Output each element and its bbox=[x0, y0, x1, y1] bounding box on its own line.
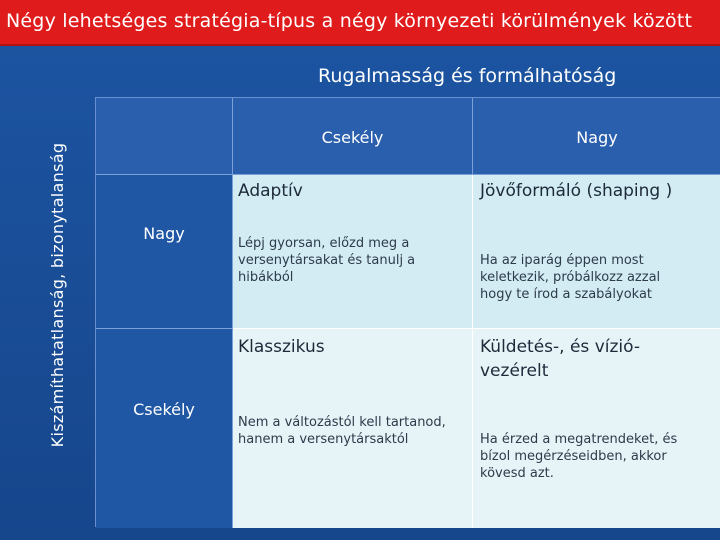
cell-shaping bbox=[473, 175, 720, 329]
title-bar bbox=[0, 0, 720, 46]
row-header-low-label: Csekély bbox=[133, 400, 195, 419]
slide-title: Négy lehetséges stratégia-típus a négy környezeti körülmények között bbox=[6, 10, 693, 32]
row-header-low bbox=[96, 329, 233, 528]
cell-classic bbox=[233, 329, 473, 528]
column-header-low bbox=[233, 98, 473, 175]
cell-classic-title: Klasszikus bbox=[238, 337, 325, 357]
cell-adaptive bbox=[233, 175, 473, 329]
cell-vision bbox=[473, 329, 720, 528]
row-header-high bbox=[96, 175, 233, 329]
strategy-matrix bbox=[95, 97, 720, 527]
cell-adaptive-text: Lépj gyorsan, előzd meg a versenytársakat és tanulj a hibákból bbox=[238, 236, 416, 285]
column-header-high-label: Nagy bbox=[576, 128, 618, 147]
cell-classic-text: Nem a változástól kell tartanod, hanem a versenytársaktól bbox=[238, 415, 446, 447]
column-header-high bbox=[473, 98, 720, 175]
cell-adaptive-title: Adaptív bbox=[238, 181, 303, 201]
cell-vision-text: Ha érzed a megatrendeket, és bízol megérzéseidben, akkor kövesd azt. bbox=[480, 432, 678, 481]
cell-shaping-title: Jövőformáló (shaping ) bbox=[480, 181, 673, 201]
cell-vision-title: Küldetés-, és vízió-vezérelt bbox=[480, 337, 640, 381]
row-header-high-label: Nagy bbox=[143, 224, 185, 243]
cell-shaping-text: Ha az iparág éppen most keletkezik, próbálkozz azzal hogy te írod a szabályokat bbox=[480, 253, 661, 302]
column-header-low-label: Csekély bbox=[321, 128, 384, 147]
header-corner bbox=[96, 98, 233, 175]
row-axis-title: Kiszámíthatatlanság, bizonytalanság bbox=[48, 142, 67, 448]
column-axis-title: Rugalmasság és formálhatóság bbox=[318, 65, 617, 87]
